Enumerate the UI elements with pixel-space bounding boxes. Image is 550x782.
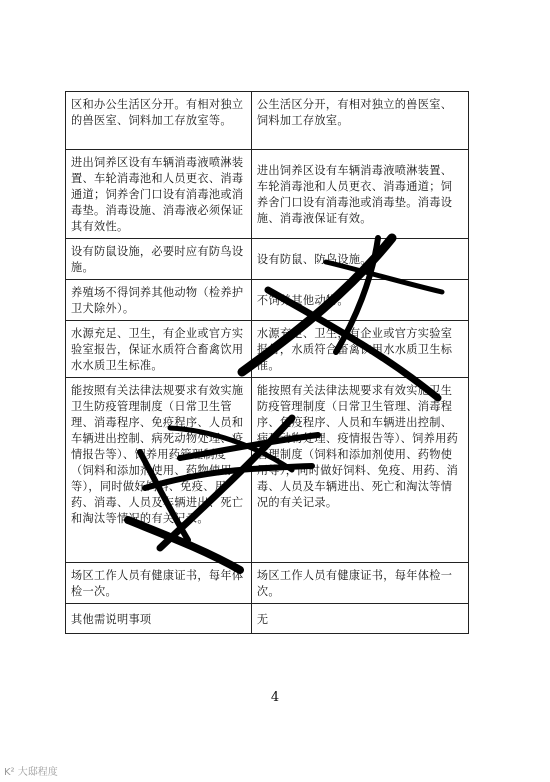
page-number: 4 <box>270 690 280 705</box>
requirement-cell: 其他需说明事项 <box>66 604 252 634</box>
table-row <box>66 604 469 634</box>
table-row <box>66 563 469 604</box>
requirements-table <box>65 91 469 634</box>
status-cell: 水源充足、卫生，有企业或官方实验室报告，水质符合畜禽饮用水水质卫生标准。 <box>251 321 468 378</box>
table-row <box>66 150 469 239</box>
table-row <box>66 321 469 378</box>
status-cell: 进出饲养区设有车辆消毒液喷淋装置、车轮消毒池和人员更衣、消毒通道；饲养舍门口设有消毒池或消毒垫。消毒设施、消毒液保证有效。 <box>251 150 468 239</box>
status-cell: 不饲养其他动物。 <box>251 280 468 321</box>
requirement-cell: 进出饲养区设有车辆消毒液喷淋装置、车轮消毒池和人员更衣、消毒通道；饲养舍门口设有消毒池或消毒垫。消毒设施、消毒液必须保证其有效性。 <box>66 150 252 239</box>
status-cell: 能按照有关法律法规要求有效实施卫生防疫管理制度（日常卫生管理、消毒程序、免疫程序、人员和车辆进出控制、病死动物处理、疫情报告等）、饲养用药管理制度（饲料和添加剂使用、药物使用等），同时做好饲料、免疫、用药、消毒、人员及车辆进出、死亡和淘汰等情况的有关记录。 <box>251 378 468 563</box>
table-row <box>66 239 469 280</box>
requirement-cell: 能按照有关法律法规要求有效实施卫生防疫管理制度（日常卫生管理、消毒程序、免疫程序、人员和车辆进出控制、病死动物处理、疫情报告等）、饲养用药管理制度（饲料和添加剂使用、药物使用等），同时做好饲料、免疫、用药、消毒、人员及车辆进出、死亡和淘汰等情况的有关记录。 <box>66 378 252 563</box>
status-cell: 无 <box>251 604 468 634</box>
status-cell: 公生活区分开，有相对独立的兽医室、饲料加工存放室。 <box>251 92 468 150</box>
table-row <box>66 378 469 563</box>
requirement-cell: 场区工作人员有健康证书，每年体检一次。 <box>66 563 252 604</box>
requirement-cell: 水源充足、卫生，有企业或官方实验室报告，保证水质符合畜禽饮用水水质卫生标准。 <box>66 321 252 378</box>
watermark-logo: K² 大邸程度 <box>4 767 58 778</box>
status-cell: 设有防鼠、防鸟设施。 <box>251 239 468 280</box>
requirement-cell: 设有防鼠设施，必要时应有防鸟设施。 <box>66 239 252 280</box>
table-row <box>66 280 469 321</box>
status-cell: 场区工作人员有健康证书，每年体检一次。 <box>251 563 468 604</box>
requirement-cell: 养殖场不得饲养其他动物（检养护卫犬除外）。 <box>66 280 252 321</box>
requirement-cell: 区和办公生活区分开。有相对独立的兽医室、饲料加工存放室等。 <box>66 92 252 150</box>
table-row <box>66 92 469 150</box>
